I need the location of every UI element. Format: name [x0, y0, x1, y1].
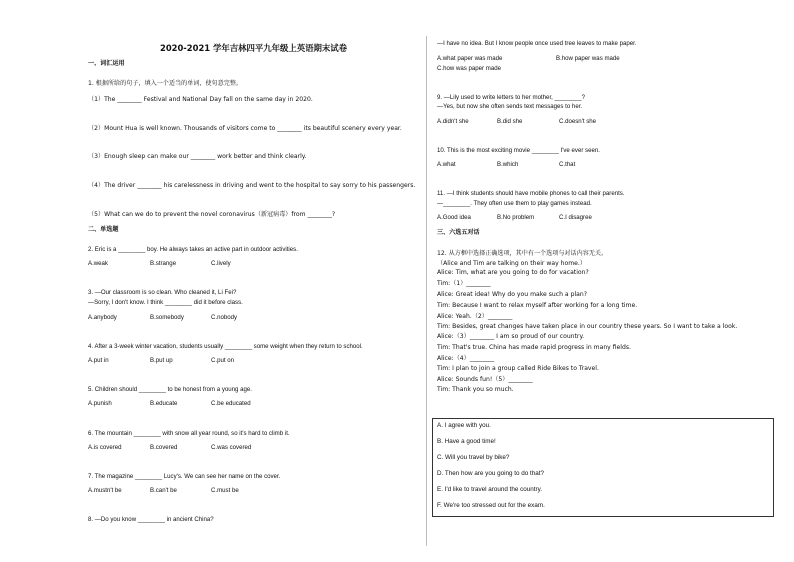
vocab-item-1: （1）The ________ Festival and National Day fall on the same day in 2020. [88, 96, 313, 103]
question-5-stem: 5. Children should ________ to be honest from a young age. [88, 386, 252, 393]
dialog-line: Tim:（1）________ [437, 280, 491, 287]
dialog-line: Tim: Thank you so much. [437, 386, 514, 393]
q6-option-c: C.was covered [211, 444, 252, 451]
question-11-stem: 11. —I think students should have mobile phones to call their parents. [437, 190, 625, 197]
dialog-line: Tim: I plan to join a group called Ride Bikes to Travel. [437, 365, 599, 372]
q8-option-a: A.what paper was made [437, 55, 503, 62]
dialog-instructions: 12. 从方框中选择正确选项，其中有一个选项与对话内容无关。 [437, 250, 608, 257]
q5-option-a: A.punish [88, 400, 112, 407]
option-a: A. I agree with you. [437, 422, 491, 429]
question-4-stem: 4. After a 3-week winter vacation, students usually ________ some weight when they return to school. [88, 343, 363, 350]
q10-option-b: B.which [497, 161, 519, 168]
dialog-line: Alice:（4）________ [437, 355, 495, 362]
question-6-stem: 6. The mountain ________ with snow all year round, so it's hard to climb it. [88, 430, 290, 437]
q2-option-b: B.strange [150, 260, 177, 267]
q10-option-c: C.that [559, 161, 576, 168]
option-b: B. Have a good time! [437, 438, 496, 445]
q4-option-c: C.put on [211, 357, 235, 364]
question-11-reply: —________. They often use them to play games instead. [437, 200, 592, 207]
column-divider [426, 36, 427, 546]
question-9-stem: 9. —Lily used to write letters to her mother, ________? [437, 94, 586, 101]
vocab-instructions: 1. 根据所给的句子，填入一个适当的单词，使句意完整。 [88, 80, 243, 87]
question-8-reply: —I have no idea. But I know people once used tree leaves to make paper. [437, 40, 637, 47]
q2-option-c: C.lively [211, 260, 231, 267]
dialog-line: Alice: Tim, what are you going to do for vacation? [437, 269, 589, 276]
question-10-stem: 10. This is the most exciting movie ________ I've ever seen. [437, 147, 600, 154]
dialog-line: （Alice and Tim are talking on their way home.） [437, 260, 586, 267]
q2-option-a: A.weak [88, 260, 108, 267]
dialog-line: Alice: Yeah.（2）________ [437, 313, 513, 320]
option-d: D. Then how are you going to do that? [437, 470, 545, 477]
q8-option-c: C.how was paper made [437, 65, 502, 72]
q9-option-b: B.did she [497, 118, 523, 125]
q11-option-c: C.I disagree [559, 214, 592, 221]
q8-option-b: B.how paper was made [556, 55, 620, 62]
q11-option-a: A.Good idea [437, 214, 471, 221]
q5-option-b: B.educate [150, 400, 178, 407]
section-heading-vocab: 一、词汇运用 [88, 60, 125, 67]
option-e: E. I'd like to travel around the country. [437, 486, 543, 493]
dialog-line: Tim: That's true. China has made rapid progress in many fields. [437, 344, 631, 351]
question-9-reply: —Yes, but now she often sends text messages to her. [437, 103, 583, 110]
vocab-item-5: （5）What can we do to prevent the novel coronavirus（新冠病毒）from ________? [88, 211, 336, 218]
vocab-item-4: （4）The driver ________ his carelessness in driving and went to the hospital to say sorry to his passengers. [88, 182, 416, 189]
q7-option-a: A.mustn't be [88, 487, 122, 494]
q6-option-b: B.covered [150, 444, 178, 451]
vocab-item-3: （3）Enough sleep can make our ________ work better and think clearly. [88, 153, 307, 160]
page-title: 2020-2021 学年吉林四平九年级上英语期末试卷 [160, 43, 348, 53]
option-c: C. Will you travel by bike? [437, 454, 510, 461]
q4-option-b: B.put up [150, 357, 173, 364]
q9-option-a: A.didn't she [437, 118, 469, 125]
dialog-options-box [432, 418, 774, 517]
dialog-line: Alice: Great idea! Why do you make such a plan? [437, 291, 587, 298]
q10-option-a: A.what [437, 161, 456, 168]
vocab-item-2: （2）Mount Hua is well known. Thousands of visitors come to ________ its beautiful scenery every year. [88, 125, 402, 132]
q7-option-c: C.must be [211, 487, 239, 494]
q7-option-b: B.can't be [150, 487, 177, 494]
q9-option-c: C.doesn't she [559, 118, 597, 125]
option-f: F. We're too stressed out for the exam. [437, 502, 545, 509]
q3-option-b: B.somebody [150, 314, 184, 321]
question-3-reply: —Sorry, I don't know. I think ________ did it before class. [88, 299, 243, 306]
dialog-line: Tim: Because I want to relax myself after working for a long time. [437, 302, 638, 309]
q3-option-a: A.anybody [88, 314, 117, 321]
question-8-stem: 8. —Do you know ________ in ancient China? [88, 516, 214, 523]
q5-option-c: C.be educated [211, 400, 251, 407]
section-heading-dialog: 三、六选五对话 [437, 229, 480, 236]
question-7-stem: 7. The magazine ________ Lucy's. We can see her name on the cover. [88, 473, 281, 480]
question-2-stem: 2. Eric is a ________ boy. He always takes an active part in outdoor activities. [88, 246, 298, 253]
dialog-line: Tim: Besides, great changes have taken place in our country these years. So I want to take a look. [437, 323, 738, 330]
q3-option-c: C.nobody [211, 314, 238, 321]
q11-option-b: B.No problem [497, 214, 535, 221]
dialog-line: Alice: Sounds fun!（5）________ [437, 376, 533, 383]
section-heading-choice: 二、单选题 [88, 226, 119, 233]
q6-option-a: A.is covered [88, 444, 122, 451]
question-3-stem: 3. —Our classroom is so clean. Who cleaned it, Li Fei? [88, 289, 237, 296]
dialog-line: Alice:（3）________ I am so proud of our country. [437, 333, 585, 340]
q4-option-a: A.put in [88, 357, 109, 364]
